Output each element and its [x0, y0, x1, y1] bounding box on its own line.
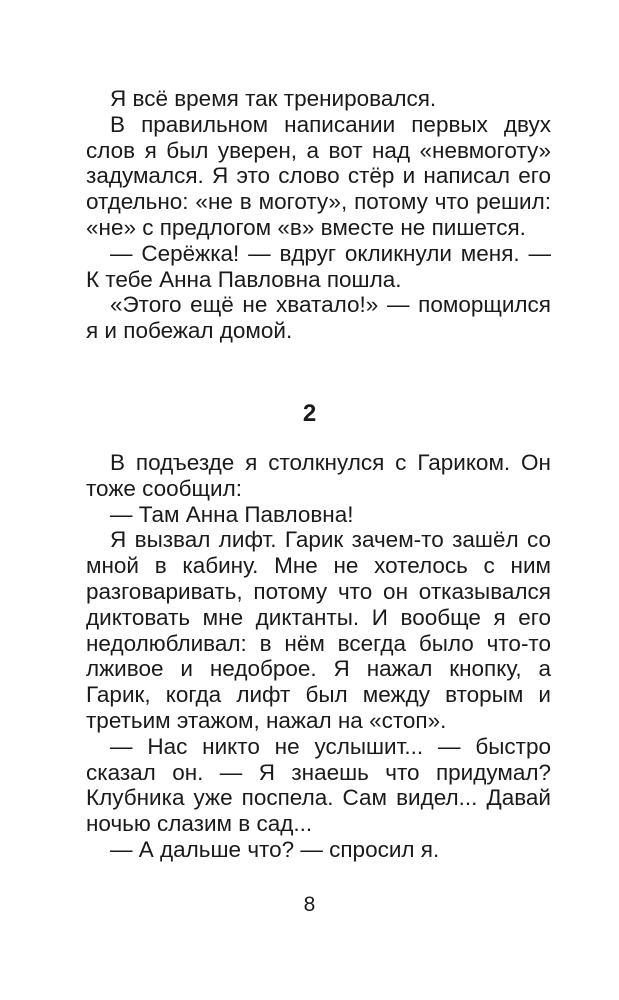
paragraph: В правильном написании первых двух слов я был уверен, а вот над «невмоготу» задумался. Я это слово стёр и написал его отдельно: «не в моготу», потому что решил: «не» с предлогом «в» вместе не пишется.	[86, 111, 551, 240]
paragraph: — Серёжка! — вдруг окликнули меня. — К тебе Анна Павловна пошла.	[86, 240, 551, 292]
chapter-number: 2	[302, 400, 317, 427]
paragraph: — А дальше что? — спросил я.	[110, 836, 440, 862]
paragraph: Я всё время так тренировался.	[110, 86, 437, 111]
paragraph: — Нас никто не услышит... — быстро сказал он. — Я знаешь что придумал? Клубника уже поспела. Сам видел... Давай ночью слазим в сад...	[86, 733, 551, 837]
paragraph: Я вызвал лифт. Гарик зачем-то зашёл со мной в кабину. Мне не хотелось с ним разговаривать, потому что он отказывался диктовать мне диктанты. И вообще я его недолюбливал: в нём всегда было что-то лживое и недоброе. Я нажал кнопку, а Гарик, когда лифт был между вторым и третьим этажом, нажал на «стоп».	[86, 527, 551, 733]
paragraph: «Этого ещё не хватало!» — поморщился я и побежал домой.	[86, 292, 551, 344]
text-before-chapter	[86, 86, 551, 344]
text-after-chapter	[86, 450, 551, 863]
page-number: 8	[303, 893, 316, 916]
paragraph: — Там Анна Павловна!	[110, 501, 354, 527]
paragraph: В подъезде я столкнулся с Гариком. Он тоже сообщил:	[86, 450, 551, 501]
